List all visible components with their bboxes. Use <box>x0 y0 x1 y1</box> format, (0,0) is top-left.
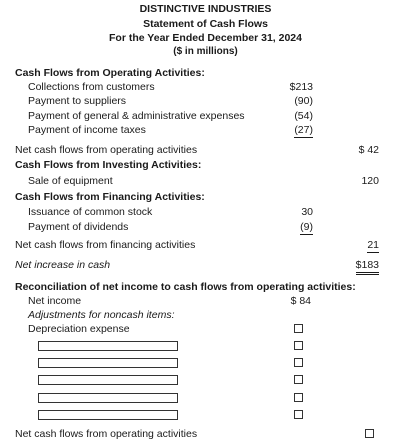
net-financing-amount: 21 <box>367 239 379 251</box>
net-financing-label: Net cash flows from financing activities <box>15 239 196 251</box>
financing-item-amount: 30 <box>301 206 313 218</box>
reconciliation-heading: Reconciliation of net income to cash flows from operating activities: <box>15 281 356 293</box>
operating-item-amount: (54) <box>294 110 313 122</box>
statement-period: For the Year Ended December 31, 2024 <box>109 32 302 44</box>
statement-title: Statement of Cash Flows <box>143 18 268 30</box>
financing-item-amount: (9) <box>300 221 313 233</box>
adjustment-amount-box[interactable] <box>294 393 303 402</box>
adjustment-amount-box[interactable] <box>294 341 303 350</box>
operating-item-label: Payment of general & administrative expenses <box>28 110 245 122</box>
depreciation-amount-box[interactable] <box>294 324 303 333</box>
financing-item-label: Payment of dividends <box>28 221 129 233</box>
adjustment-label-input[interactable] <box>38 341 178 351</box>
depreciation-label: Depreciation expense <box>28 323 130 335</box>
company-name: DISTINCTIVE INDUSTRIES <box>139 3 272 15</box>
operating-item-label: Payment of income taxes <box>28 124 146 136</box>
net-income-label: Net income <box>28 295 82 307</box>
operating-item-amount: $213 <box>289 81 313 93</box>
adjustments-label: Adjustments for noncash items: <box>28 309 175 321</box>
net-operating-recon-box[interactable] <box>365 429 374 438</box>
financing-item-label: Issuance of common stock <box>28 206 153 218</box>
statement-units: ($ in millions) <box>173 46 238 57</box>
investing-item-label: Sale of equipment <box>28 175 113 187</box>
operating-item-label: Payment to suppliers <box>28 95 127 107</box>
adjustment-label-input[interactable] <box>38 375 178 385</box>
operating-heading: Cash Flows from Operating Activities: <box>15 67 205 79</box>
net-operating-label: Net cash flows from operating activities <box>15 144 198 156</box>
financing-heading: Cash Flows from Financing Activities: <box>15 191 205 203</box>
adjustment-label-input[interactable] <box>38 393 178 403</box>
investing-heading: Cash Flows from Investing Activities: <box>15 159 202 171</box>
net-income-amount: $ 84 <box>290 295 311 307</box>
net-operating-amount: $ 42 <box>358 144 379 156</box>
investing-item-amount: 120 <box>361 175 379 187</box>
adjustment-amount-box[interactable] <box>294 358 303 367</box>
operating-item-amount: (90) <box>294 95 313 107</box>
adjustment-amount-box[interactable] <box>294 375 303 384</box>
net-increase-label: Net increase in cash <box>15 259 111 271</box>
adjustment-label-input[interactable] <box>38 358 178 368</box>
operating-item-amount: (27) <box>294 124 313 136</box>
adjustment-amount-box[interactable] <box>294 410 303 419</box>
net-increase-amount: $183 <box>356 259 379 275</box>
net-operating-recon-label: Net cash flows from operating activities <box>15 428 198 440</box>
operating-item-label: Collections from customers <box>28 81 155 93</box>
adjustment-label-input[interactable] <box>38 410 178 420</box>
